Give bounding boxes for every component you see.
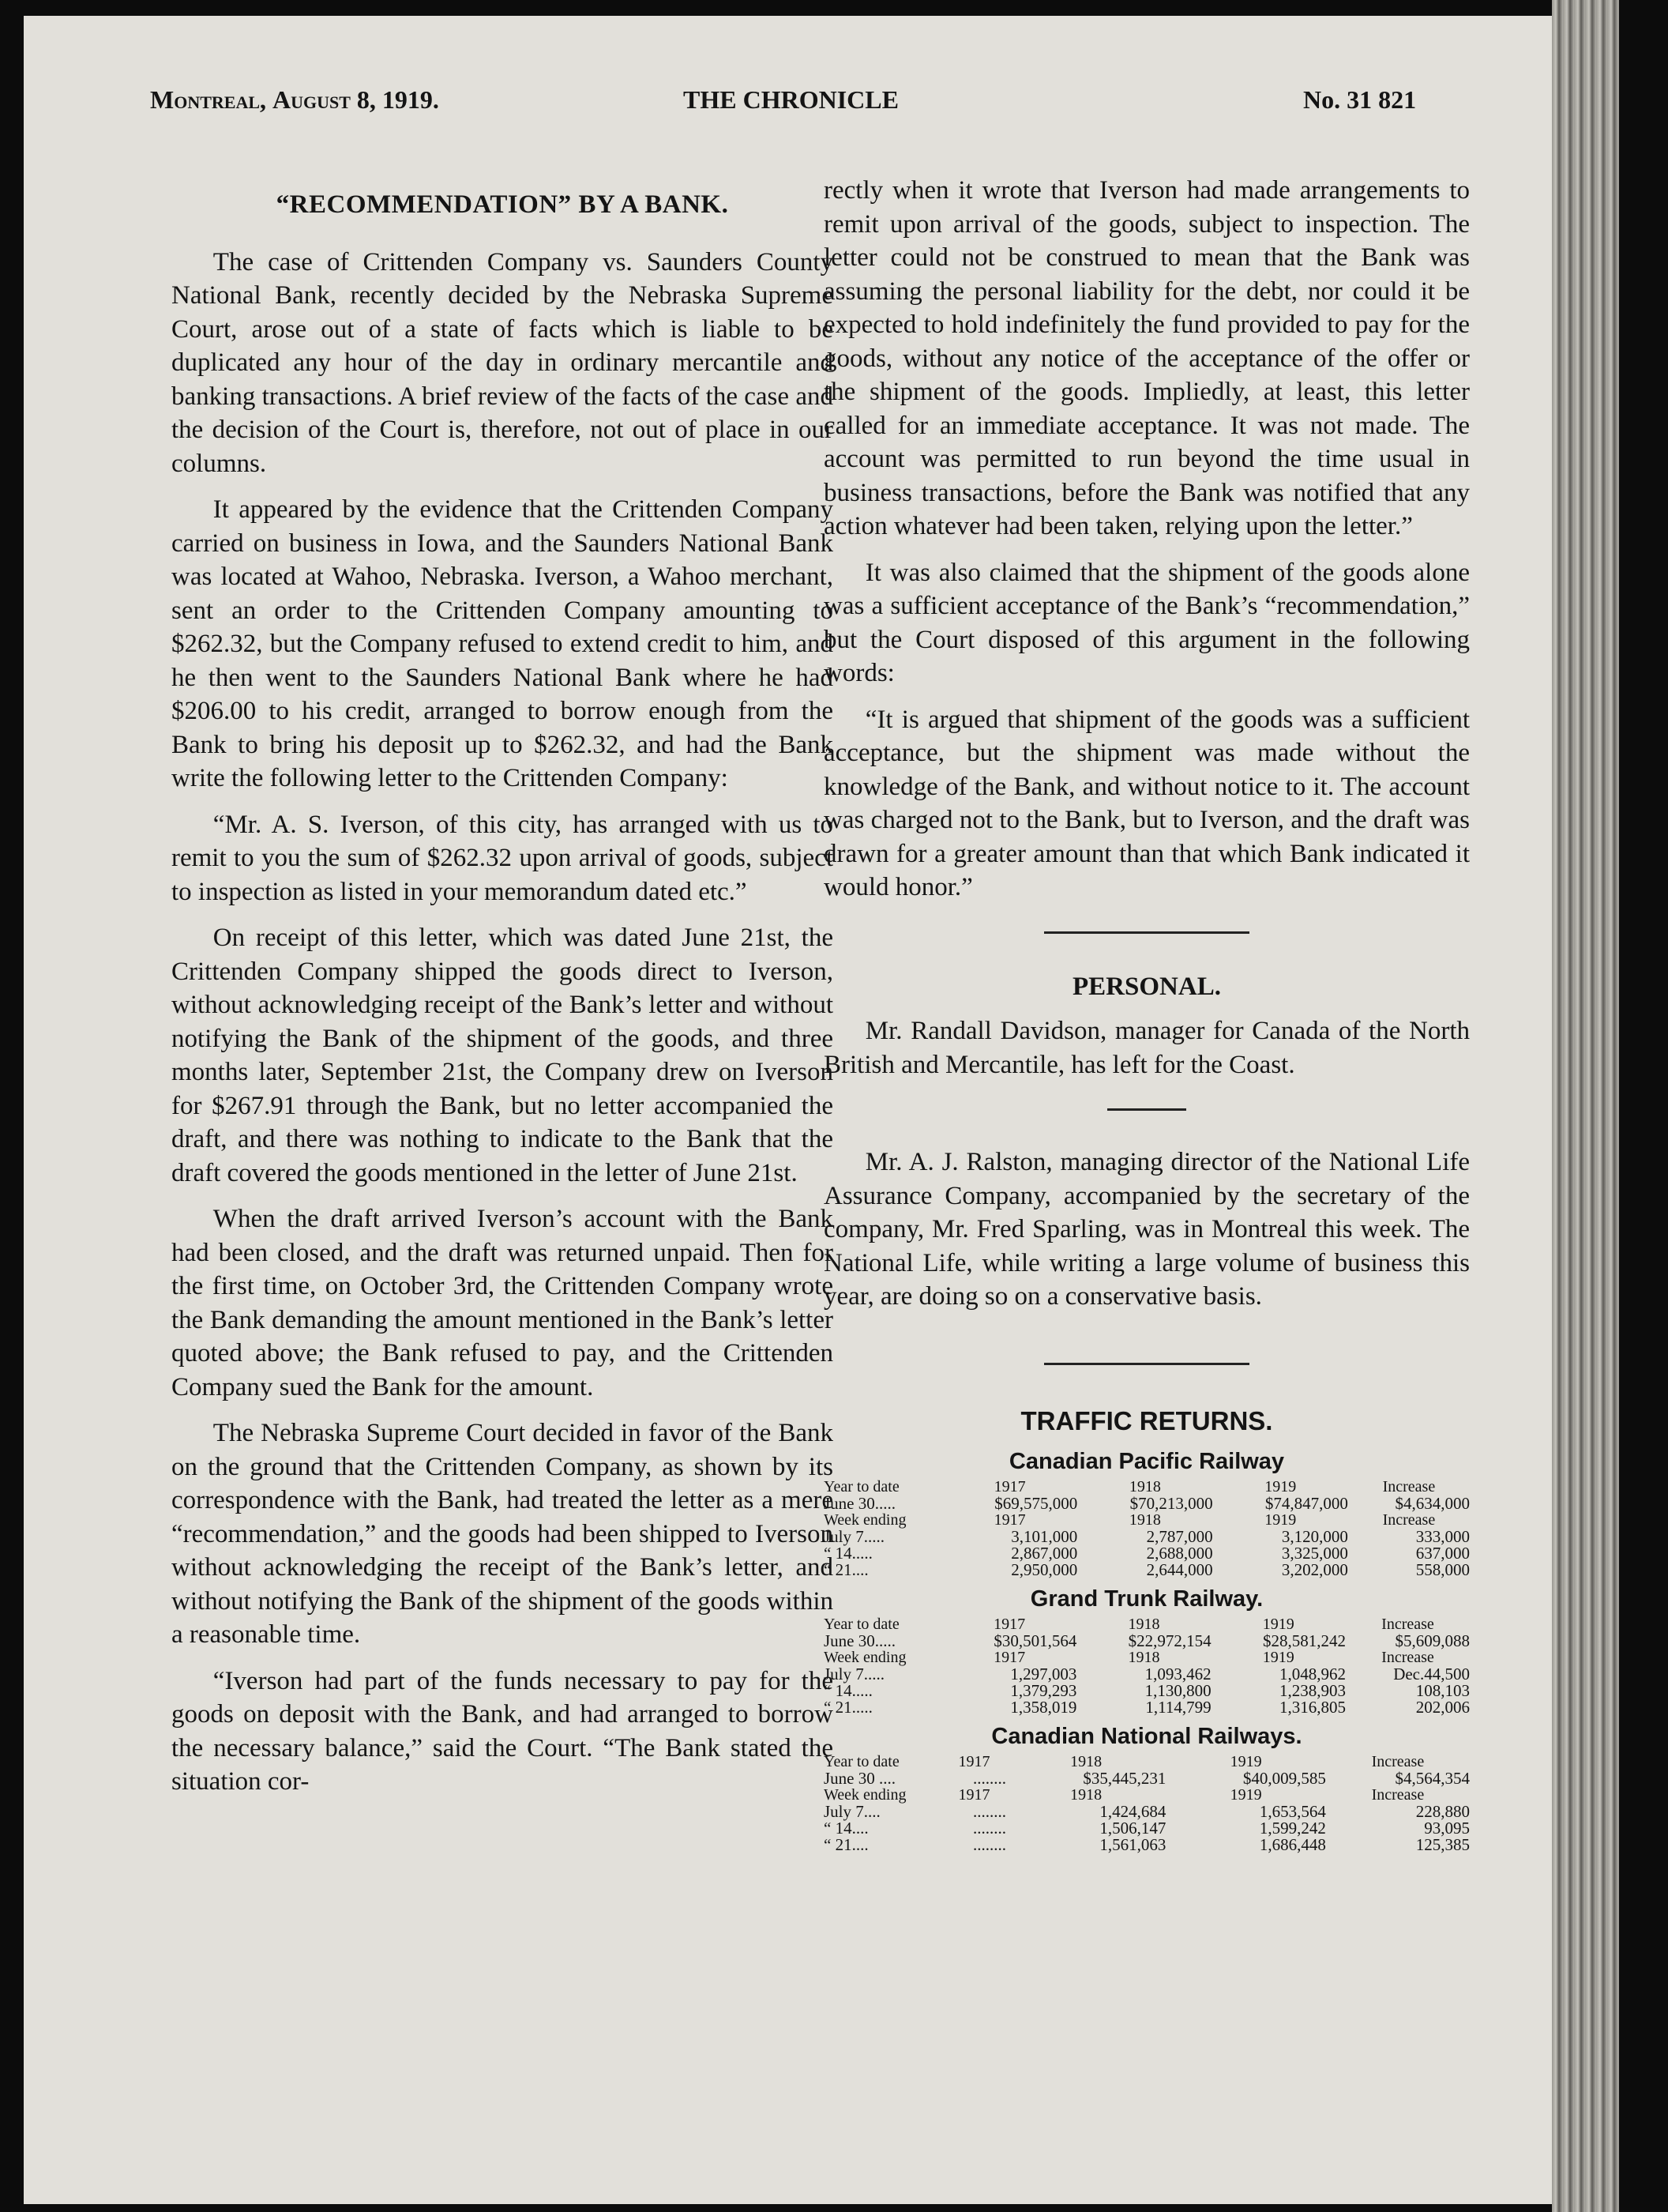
row-label-cell: Week ending — [824, 1511, 907, 1529]
value-cell: $40,009,585 — [1242, 1769, 1326, 1788]
value-cell: 3,120,000 — [1281, 1527, 1348, 1546]
newspaper-page — [24, 16, 1573, 2204]
value-cell: ........ — [972, 1819, 1006, 1838]
value-cell: Increase — [1382, 1478, 1436, 1495]
value-cell: 2,950,000 — [1011, 1560, 1078, 1579]
article-continued-paragraph: “It is argued that shipment of the goods was a sufficient acceptance, but the shipment was made without the knowledge of the Bank, and without notice to it. The account was charged not to the Bank, but to Iverson, and the draft was drawn for a greater amount than that which Bank indicated it would honor.” — [824, 705, 1470, 901]
table-row — [824, 1683, 1470, 1699]
table-row — [824, 1562, 1470, 1578]
article-paragraph: The case of Crittenden Company vs. Saunders County National Bank, recently decided by the Nebraska Supreme Court, arose out of a state of facts which is liable to be duplicated any hour of the day in ordinary mercantile and banking transactions. A brief review of the facts of the case and the decision of the Court is, therefore, not out of place in our columns. — [171, 247, 833, 478]
row-label-cell: “ 21.... — [824, 1835, 869, 1854]
table-row — [824, 1633, 1470, 1650]
row-label-cell: July 7..... — [824, 1527, 885, 1546]
value-cell: 1,114,799 — [1145, 1698, 1212, 1717]
value-cell: 1919 — [1264, 1511, 1297, 1529]
railway-name: Grand Trunk Railway. — [1030, 1586, 1264, 1612]
personal-item: Mr. A. J. Ralston, managing director of the National Life Assurance Company, accompanied by the secretary of the company, Mr. Fred Sparling, was in Montreal this week. The National Life, while writing a large volume of business this year, are doing so on a conservative basis. — [824, 1148, 1470, 1311]
value-cell: 1,686,448 — [1259, 1835, 1326, 1854]
table-row — [824, 1787, 1470, 1804]
personal-item: Mr. Randall Davidson, manager for Canada of the North British and Mercantile, has left for the Coast. — [824, 1017, 1470, 1079]
table-row — [824, 1754, 1470, 1770]
value-cell: 1917 — [994, 1478, 1026, 1495]
value-cell: 1917 — [994, 1649, 1026, 1666]
railway-name: Canadian National Railways. — [991, 1724, 1302, 1749]
value-cell: 1919 — [1230, 1753, 1262, 1770]
value-cell: $4,564,354 — [1395, 1769, 1470, 1788]
value-cell: $70,213,000 — [1129, 1494, 1213, 1513]
value-cell: ........ — [972, 1835, 1006, 1854]
row-label-cell: Week ending — [824, 1786, 907, 1804]
row-label-cell: July 7..... — [824, 1665, 885, 1683]
row-label-cell: June 30..... — [824, 1494, 896, 1513]
value-cell: 1919 — [1230, 1786, 1262, 1804]
traffic-table — [824, 1616, 1470, 1716]
value-cell: $5,609,088 — [1395, 1631, 1470, 1650]
article-paragraph: “Iverson had part of the funds necessary to pay for the goods on deposit with the Bank, and had arranged to borrow the necessary balance,” said the Court. “The Bank stated the situation cor- — [171, 1666, 833, 1796]
value-cell: 2,867,000 — [1011, 1544, 1078, 1563]
value-cell: 1918 — [1129, 1511, 1161, 1529]
article-paragraph: It appeared by the evidence that the Crittenden Company carried on business in Iowa, and the Saunders National Bank was located at Wahoo, Nebraska. Iverson, a Wahoo merchant, sent an order to the Crittenden Company amounting to $262.32, but the Company refused to extend credit to him, and he then went to the Saunders National Bank where he had $206.00 to his credit, arranged to borrow enough from the Bank to bring his deposit up to $262.32, and had the Bank write the following letter to the Crittenden Company: — [171, 495, 833, 792]
right-column — [824, 174, 1470, 1856]
row-label-cell: Year to date — [824, 1616, 900, 1633]
article-paragraph: On receipt of this letter, which was dated June 21st, the Crittenden Company shipped the goods direct to Iverson, without acknowledging receipt of the Bank’s letter and without notifying the Bank of the shipment of the goods, and three months later, September 21st, the Company drew on Iverson for $267.91 through the Bank, but no letter accompanied the draft, and there was nothing to indicate to the Bank that the draft covered the goods mentioned in the letter of June 21st. — [171, 924, 833, 1187]
value-cell: 1,297,003 — [1010, 1665, 1077, 1683]
value-cell: 125,385 — [1415, 1835, 1470, 1854]
value-cell: 1918 — [1128, 1616, 1160, 1633]
value-cell: 228,880 — [1415, 1802, 1470, 1821]
table-row — [824, 1699, 1470, 1716]
article-paragraph: When the draft arrived Iverson’s account with the Bank had been closed, and the draft was returned unpaid. Then for the first time, on October 3rd, the Crittenden Company wrote the Bank demanding the amount mentioned in the Bank’s letter quoted above; the Bank refused to pay, and the Crittenden Company sued the Bank for the amount. — [171, 1205, 833, 1401]
value-cell: 1,316,805 — [1279, 1698, 1346, 1717]
article-paragraph: The Nebraska Supreme Court decided in favor of the Bank on the ground that the Crittenden Company, as shown by its correspondence with the Bank, had treated the letter as a mere “recommendation,” and the goods had been shipped to Iverson without acknowledging the receipt of the Bank’s letter, and without notifying the Bank of the shipment of the goods within a reasonable time. — [171, 1419, 833, 1649]
row-label-cell: Year to date — [824, 1478, 900, 1495]
railway-name: Canadian Pacific Railway — [1009, 1449, 1285, 1474]
table-row — [824, 1770, 1470, 1787]
table-row — [824, 1479, 1470, 1495]
article-continued-paragraph: It was also claimed that the shipment of the goods alone was a sufficient acceptance of the Bank’s “recommendation,” but the Court disposed of this argument in the following words: — [824, 558, 1470, 687]
scan-edge — [1619, 0, 1668, 2212]
table-row — [824, 1820, 1470, 1837]
value-cell: 1918 — [1128, 1649, 1160, 1666]
value-cell: 1,561,063 — [1099, 1835, 1166, 1854]
value-cell: 1,238,903 — [1279, 1681, 1346, 1700]
value-cell: 2,644,000 — [1146, 1560, 1213, 1579]
value-cell: 1,653,564 — [1259, 1802, 1326, 1821]
table-row — [824, 1666, 1470, 1683]
value-cell: 2,688,000 — [1146, 1544, 1213, 1563]
section-divider — [1044, 931, 1249, 934]
value-cell: 3,202,000 — [1281, 1560, 1348, 1579]
table-row — [824, 1616, 1470, 1633]
value-cell: 108,103 — [1415, 1681, 1470, 1700]
value-cell: $22,972,154 — [1128, 1631, 1212, 1650]
value-cell: ........ — [972, 1802, 1006, 1821]
value-cell: 1,599,242 — [1259, 1819, 1326, 1838]
value-cell: 1917 — [958, 1753, 990, 1770]
section-divider — [1044, 1363, 1249, 1365]
value-cell: 1919 — [1262, 1616, 1294, 1633]
article-continued-paragraph: rectly when it wrote that Iverson had made arrangements to remit upon arrival of the goods, subject to inspection. The letter could not be construed to mean that the Bank was assuming the personal liability for the debt, nor could it be expected to hold indefinitely the fund provided to pay for the goods, without any notice of the acceptance of the offer or the shipment of the goods. Impliedly, at least, this letter called for an immediate acceptance. It was not made. The account was permitted to run beyond the time usual in business transactions, before the Bank was notified that any action whatever had been taken, relying upon the letter.” — [824, 176, 1470, 540]
value-cell: 1917 — [994, 1616, 1026, 1633]
table-row — [824, 1650, 1470, 1666]
value-cell: 1917 — [958, 1786, 990, 1804]
value-cell: 1919 — [1262, 1649, 1294, 1666]
value-cell: $69,575,000 — [994, 1494, 1078, 1513]
value-cell: 637,000 — [1415, 1544, 1470, 1563]
left-column — [171, 174, 833, 1799]
value-cell: 1,506,147 — [1099, 1819, 1166, 1838]
table-row — [824, 1512, 1470, 1529]
table-row — [824, 1545, 1470, 1562]
value-cell: 558,000 — [1415, 1560, 1470, 1579]
row-label-cell: July 7.... — [824, 1802, 881, 1821]
table-row — [824, 1495, 1470, 1512]
article-title: “RECOMMENDATION” BY A BANK. — [276, 190, 729, 219]
row-label-cell: “ 21..... — [824, 1698, 873, 1717]
value-cell: Increase — [1381, 1649, 1434, 1666]
value-cell: 1,379,293 — [1010, 1681, 1077, 1700]
row-label-cell: June 30..... — [824, 1631, 896, 1650]
value-cell: $74,847,000 — [1264, 1494, 1348, 1513]
dateline-place: Montreal, — [150, 85, 266, 114]
value-cell: $28,581,242 — [1262, 1631, 1346, 1650]
value-cell: $35,445,231 — [1083, 1769, 1166, 1788]
value-cell: 1,130,800 — [1144, 1681, 1212, 1700]
value-cell: Increase — [1381, 1616, 1434, 1633]
article-paragraph: “Mr. A. S. Iverson, of this city, has arranged with us to remit to you the sum of $262.32 upon arrival of goods, subject to inspection as listed in your memorandum dated etc.” — [171, 810, 833, 906]
value-cell: ........ — [972, 1769, 1006, 1788]
dateline-date: August 8, 1919. — [272, 85, 439, 114]
value-cell: Increase — [1371, 1786, 1425, 1804]
value-cell: 202,006 — [1415, 1698, 1470, 1717]
value-cell: $30,501,564 — [994, 1631, 1077, 1650]
personal-heading: PERSONAL. — [1073, 972, 1221, 1001]
value-cell: 1918 — [1070, 1753, 1103, 1770]
value-cell: 333,000 — [1415, 1527, 1470, 1546]
value-cell: Increase — [1382, 1511, 1436, 1529]
value-cell: 93,095 — [1424, 1819, 1470, 1838]
value-cell: 1,424,684 — [1099, 1802, 1166, 1821]
value-cell: $4,634,000 — [1395, 1494, 1470, 1513]
traffic-heading: TRAFFIC RETURNS. — [1020, 1405, 1273, 1435]
traffic-table — [824, 1754, 1470, 1853]
row-label-cell: “ 14..... — [824, 1681, 873, 1700]
value-cell: 1917 — [994, 1511, 1026, 1529]
value-cell: 1,048,962 — [1279, 1665, 1346, 1683]
value-cell: 1918 — [1129, 1478, 1161, 1495]
value-cell: Increase — [1371, 1753, 1425, 1770]
value-cell: Dec.44,500 — [1393, 1665, 1470, 1683]
row-label-cell: “ 14..... — [824, 1544, 873, 1563]
row-label-cell: Week ending — [824, 1649, 907, 1666]
row-label-cell: “ 14.... — [824, 1819, 869, 1838]
value-cell: 1918 — [1070, 1786, 1103, 1804]
table-row — [824, 1837, 1470, 1853]
publication-name: THE CHRONICLE — [683, 85, 899, 114]
item-divider — [1107, 1108, 1186, 1111]
issue-number: No. 31 821 — [1303, 85, 1417, 114]
value-cell: 1,093,462 — [1144, 1665, 1212, 1683]
value-cell: 3,325,000 — [1281, 1544, 1348, 1563]
table-row — [824, 1529, 1470, 1545]
value-cell: 1919 — [1264, 1478, 1297, 1495]
row-label-cell: June 30 .... — [824, 1769, 896, 1788]
table-row — [824, 1804, 1470, 1820]
value-cell: 3,101,000 — [1011, 1527, 1078, 1546]
value-cell: 1,358,019 — [1010, 1698, 1077, 1717]
traffic-returns — [824, 1444, 1470, 1856]
traffic-table — [824, 1479, 1470, 1578]
value-cell: 2,787,000 — [1146, 1527, 1213, 1546]
dateline — [150, 85, 439, 125]
row-label-cell: “ 21.... — [824, 1560, 869, 1579]
row-label-cell: Year to date — [824, 1753, 900, 1770]
